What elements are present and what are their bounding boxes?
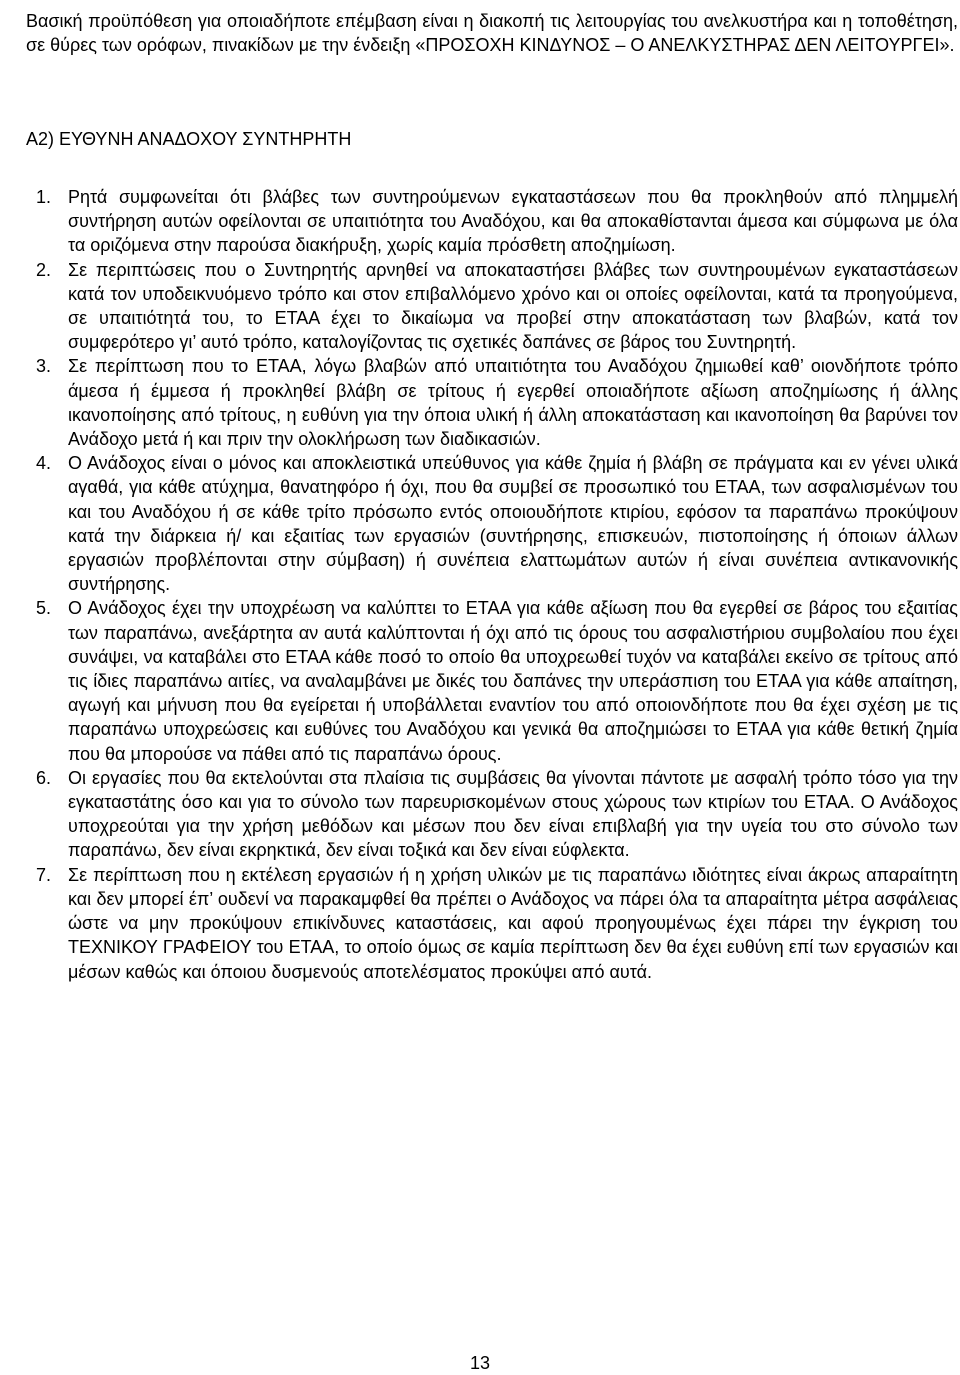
list-item-text: Σε περίπτωση που η εκτέλεση εργασιών ή η χρήση υλικών με τις παραπάνω ιδιότητες είναι άκρως απαραίτητη και δεν μπορεί έπ’ ουδενί να παρακαμφθεί θα πρέπει ο Ανάδοχος να πάρει όλα τα απαραίτητα μέτρα ασφάλειας ώστε να μην προκύψουν επικίνδυνες καταστάσεις, και αφού προηγουμένως έχει πάρει την έγκριση του ΤΕΧΝΙΚΟΥ ΓΡΑΦΕΙΟΥ του ΕΤΑΑ, το οποίο όμως σε καμία περίπτωση δεν θα έχει ευθύνη επί των εργασιών και μέσων καθώς και όποιου δυσμενούς αποτελέσματος προκύψει από αυτά. bbox=[68, 864, 958, 982]
list-item bbox=[26, 451, 958, 596]
list-item bbox=[26, 354, 958, 451]
list-item-number: 4. bbox=[36, 453, 52, 474]
list-item-number: 5. bbox=[36, 598, 52, 619]
list-item-number: 6. bbox=[36, 767, 52, 788]
list-item-number: 3. bbox=[36, 356, 52, 377]
intro-paragraph: Βασική προϋπόθεση για οποιαδήποτε επέμβαση είναι η διακοπή τις λειτουργίας του ανελκυστήρα και η τοποθέτηση, σε θύρες των ορόφων, πινακίδων με την ένδειξη «ΠΡΟΣΟΧΗ ΚΙΝΔΥΝΟΣ – Ο ΑΝΕΛΚΥΣΤΗΡΑΣ ΔΕΝ ΛΕΙΤΟΥΡΓΕΙ». bbox=[26, 11, 958, 55]
list-item-number: 1. bbox=[36, 187, 52, 207]
list-item-text: Ο Ανάδοχος είναι ο μόνος και αποκλειστικά υπεύθυνος για κάθε ζημία ή βλάβη σε πράγματα και εν γένει υλικά αγαθά, για κάθε ατύχημα, θανατηφόρο ή όχι, που θα συμβεί σε προσωπικό του ΕΤΑΑ, των ασφαλισμένων του και του Αναδόχου ή σε κάθε τρίτο πρόσωπο εντός οποιουδήποτε κτιρίου, εφόσον τα παραπάνω προκύψουν κατά την διάρκεια ή/ και εξαιτίας των εργασιών (συντήρησης, επισκευών, πιστοποίησης ή όποιων άλλων εργασιών προβλέπονται στην σύμβαση) ή συνέπεια ελαττωμάτων αυτών ή είναι συνέπεια αντικανονικής συντήρησης. bbox=[68, 453, 958, 595]
list-item-number: 7. bbox=[36, 864, 52, 885]
list-item bbox=[26, 766, 958, 863]
list-item-text: Σε περιπτώσεις που ο Συντηρητής αρνηθεί να αποκαταστήσει βλάβες των συντηρουμένων εγκαταστάσεων κατά τον υποδεικνυόμενο τρόπο και στον επιβαλλόμενο χρόνο και οι οποίες οφείλονται, κατά τα προηγούμενα, σε υπαιτιότητά του, το ΕΤΑΑ έχει το δικαίωμα να προβεί στην αποκατάσταση των βλαβών, κατά τον συμφερότερο γι’ αυτό τρόπο, καταλογίζοντας τις σχετικές δαπάνες σε βάρος του Συντηρητή. bbox=[68, 259, 958, 353]
list-item-text: Ο Ανάδοχος έχει την υποχρέωση να καλύπτει το ΕΤΑΑ για κάθε αξίωση που θα εγερθεί σε βάρος του εξαιτίας των παραπάνω, ανεξάρτητα αν αυτά καλύπτονται ή όχι από τις όρους του ασφαλιστήριου συμβολαίου που έχει συνάψει, να καταβάλει στο ΕΤΑΑ κάθε ποσό το οποίο θα υποχρεωθεί τυχόν να καταβάλει εκείνο σε τρίτους από τις ίδιες παραπάνω αιτίες, να αναλαμβάνει με δικές του δαπάνες την υπεράσπιση του ΕΤΑΑ για κάθε απαίτηση, αγωγή και μήνυση που θα εγείρεται ή υποβάλλεται εναντίον του από οποιονδήποτε που θα έχει σχέση με τις παραπάνω υποχρεώσεις και ευθύνες του Αναδόχου και γενικά θα αποζημιώσει το ΕΤΑΑ για κάθε θετική ζημία που θα μπορούσε να πάθει από τις παραπάνω όρους. bbox=[68, 598, 958, 764]
list-item bbox=[26, 596, 958, 765]
page-number: 13 bbox=[469, 1353, 491, 1373]
obligations-list bbox=[26, 185, 958, 984]
list-item bbox=[26, 258, 958, 355]
list-item-number: 2. bbox=[36, 259, 52, 280]
section-heading: Α2) ΕΥΘΥΝΗ ΑΝΑΔΟΧΟΥ ΣΥΝΤΗΡΗΤΗ bbox=[26, 129, 352, 149]
list-item bbox=[26, 863, 958, 984]
list-item-text: Σε περίπτωση που το ΕΤΑΑ, λόγω βλαβών από υπαιτιότητα του Αναδόχου ζημιωθεί καθ’ οιονδήποτε τρόπο άμεσα ή έμμεσα ή προκληθεί βλάβη σε τρίτους ή εγερθεί οποιαδήποτε αξίωση αποζημίωσης ή άλλης ικανοποίησης από τρίτους, η ευθύνη για την όποια υλική ή άλλη αποκατάσταση και ικανοποίηση θα βαρύνει τον Ανάδοχο μετά ή και πριν την ολοκλήρωση των διαδικασιών. bbox=[68, 356, 958, 450]
list-item bbox=[26, 185, 958, 258]
list-item-text: Ρητά συμφωνείται ότι βλάβες των συντηρούμενων εγκαταστάσεων που θα προκληθούν από πλημμελή συντήρηση αυτών οφείλονται σε υπαιτιότητα του Αναδόχου, και θα αποκαθίστανται άμεσα και σύμφωνα με όλα τα οριζόμενα στην παρούσα διακήρυξη, χωρίς καμία πρόσθετη αποζημίωση. bbox=[68, 187, 958, 256]
list-item-text: Οι εργασίες που θα εκτελούνται στα πλαίσια τις συμβάσεις θα γίνονται πάντοτε με ασφαλή τρόπο τόσο για την εγκαταστάτης όσο και για το σύνολο των παρευρισκομένων στους χώρους των κτιρίων του ΕΤΑΑ. Ο Ανάδοχος υποχρεούται για την χρήση μεθόδων και μέσων που δεν είναι επιβλαβή για την υγεία του στο σύνολο των παραπάνω, δεν είναι εκρηκτικά, δεν είναι τοξικά και δεν είναι εύφλεκτα. bbox=[68, 767, 958, 861]
